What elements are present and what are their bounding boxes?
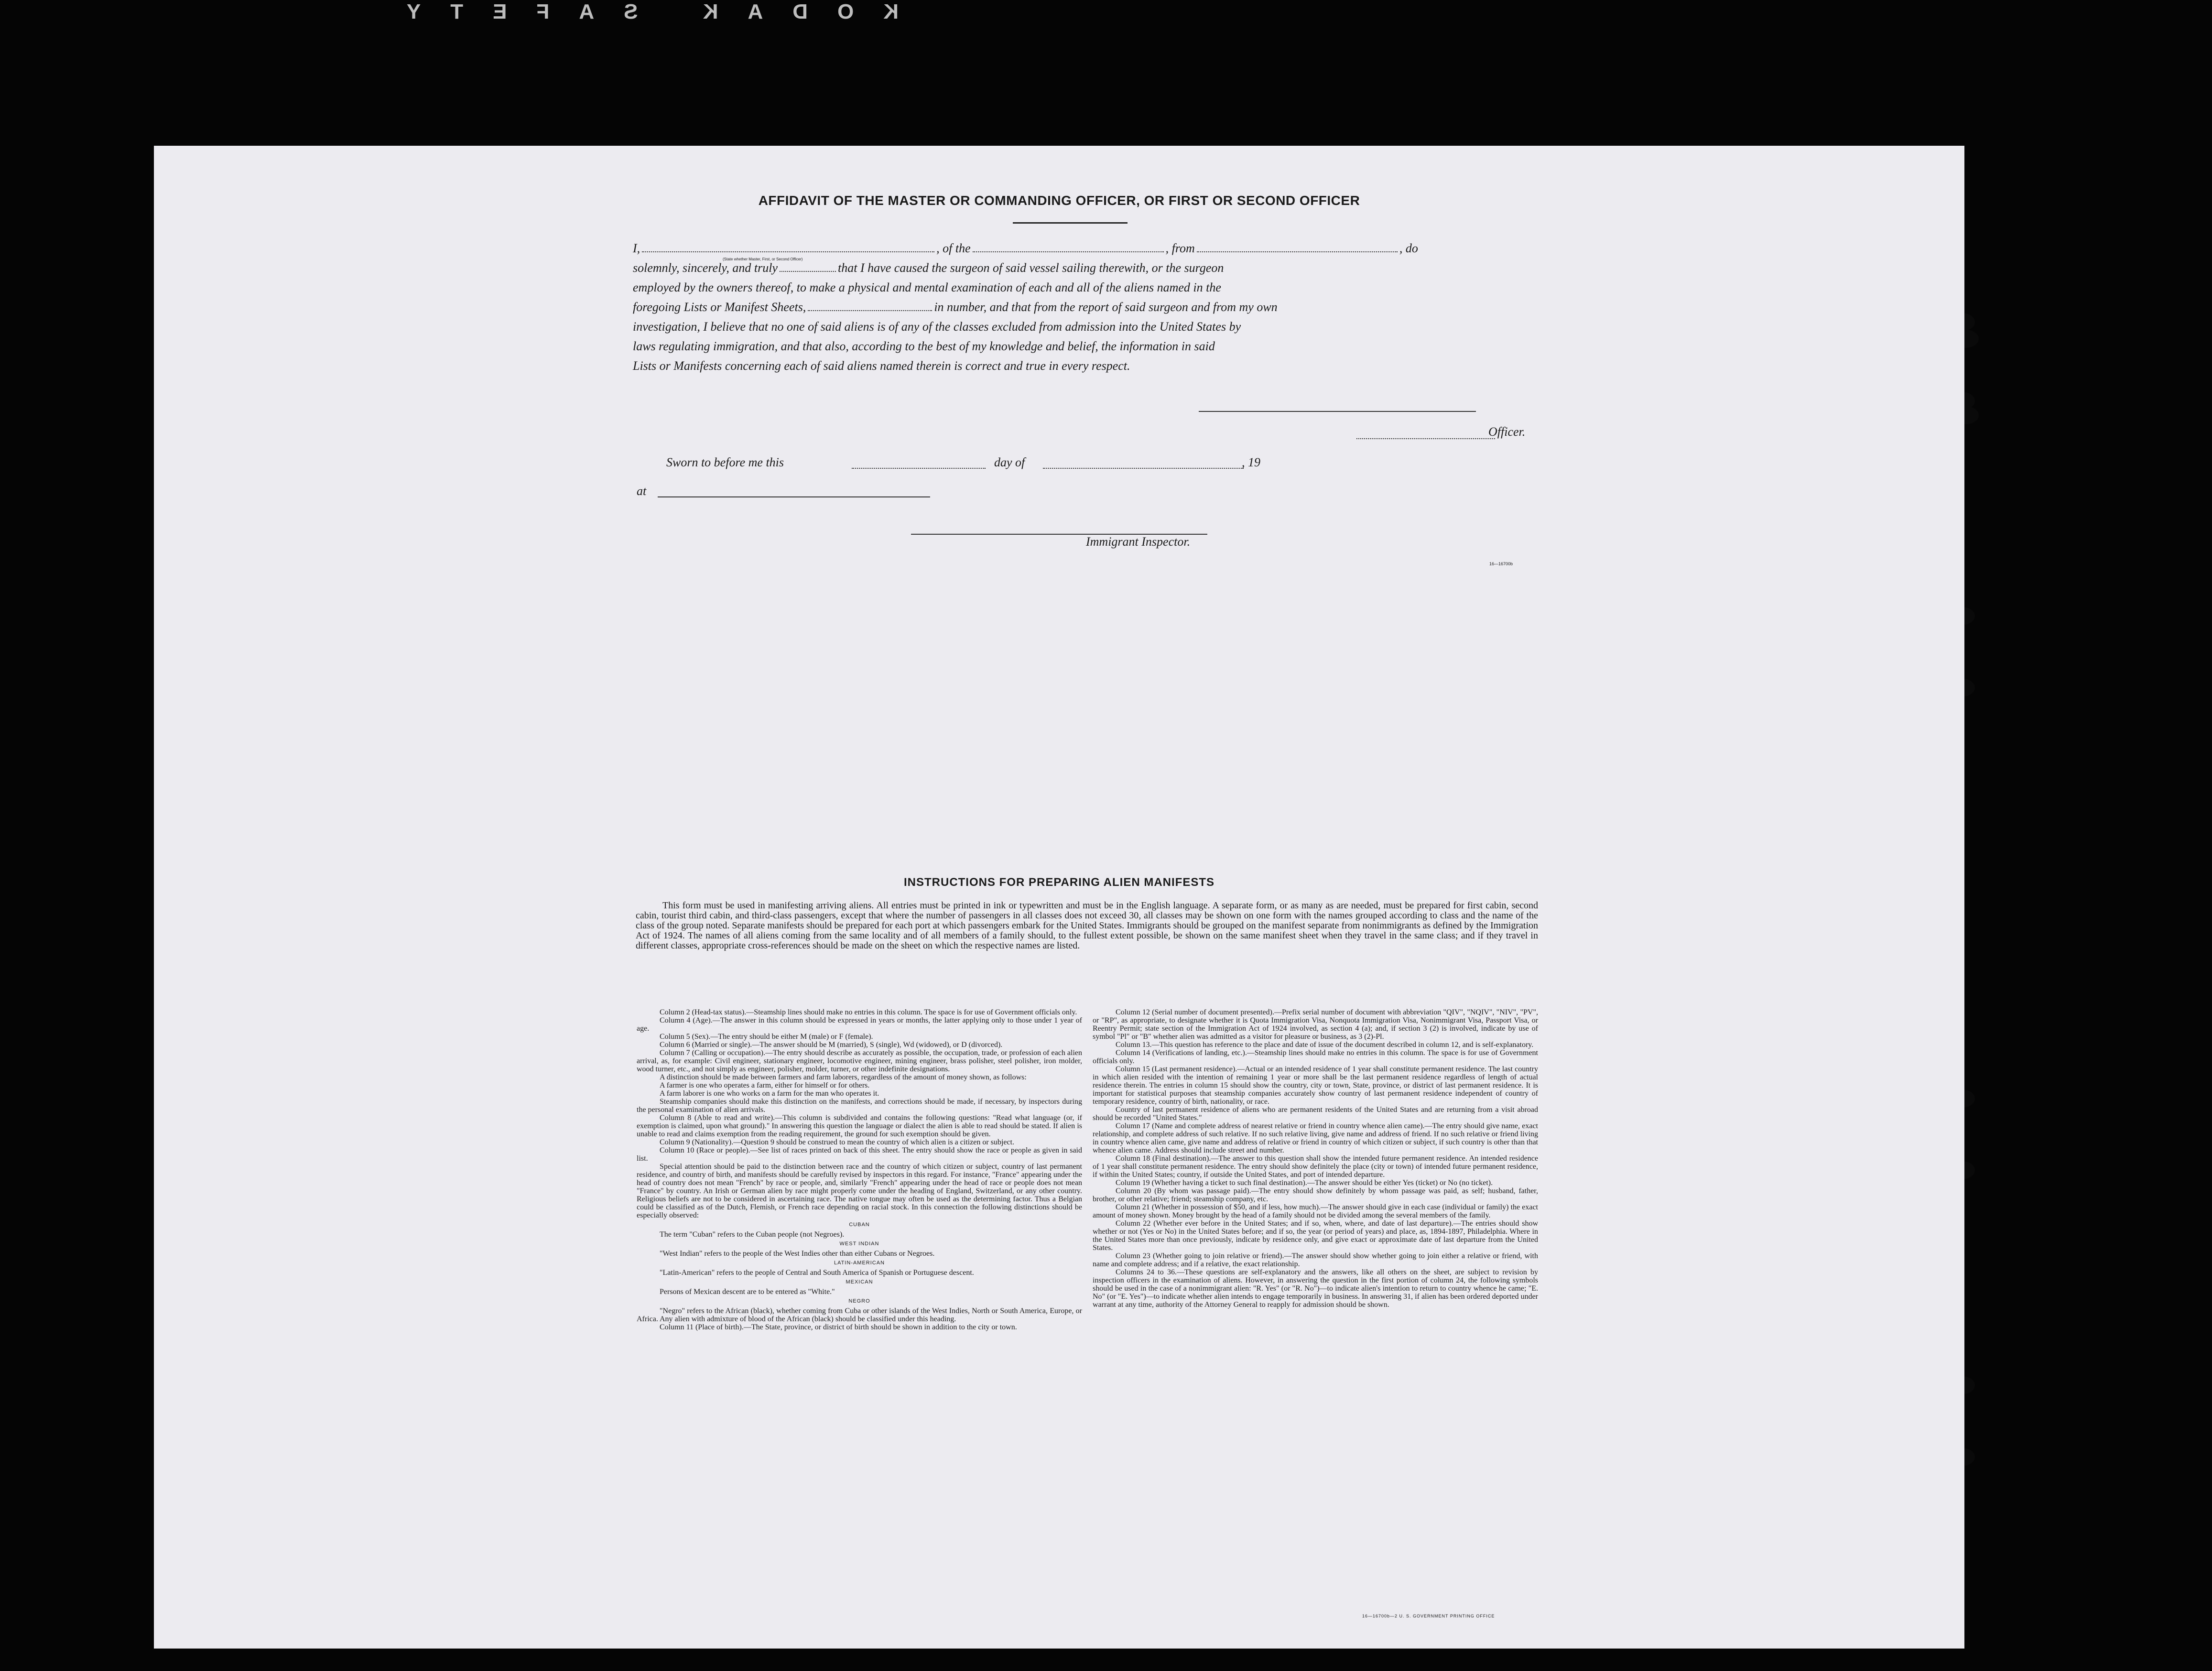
cuban-heading: CUBAN bbox=[849, 1222, 870, 1228]
affidavit-line-6: laws regulating immigration, and that also, according to the best of my knowledge and belief, the information in said bbox=[633, 339, 1215, 353]
instruction-paragraph: Column 23 (Whether going to join relative or friend).—The answer should show whether going to join either a relative or friend, with name and complete address; and if a relative, the exact relationship. bbox=[1093, 1252, 1538, 1268]
instruction-paragraph: Column 11 (Place of birth).—The State, province, or district of birth should be shown in addition to the city or town. bbox=[660, 1323, 1017, 1331]
instruction-paragraph: Column 2 (Head-tax status).—Steamship lines should make no entries in this column. The space is for use of Government officials only. bbox=[660, 1008, 1077, 1016]
instruction-paragraph: Steamship companies should make this distinction on the manifests, and corrections should be made, if necessary, by inspectors during the personal examination of alien arrivals. bbox=[637, 1098, 1082, 1114]
instruction-paragraph: Column 4 (Age).—The answer in this column should be expressed in years or months, the latter applying only to those under 1 year of age. bbox=[637, 1016, 1082, 1033]
instructions-right-column bbox=[1093, 1008, 1538, 1309]
officer-rank-note: (State whether Master, First, or Second Officer) bbox=[723, 257, 803, 261]
affidavit-line-3: employed by the owners thereof, to make a physical and mental examination of each and all of the aliens named in the bbox=[633, 280, 1221, 294]
instruction-paragraph: Country of last permanent residence of aliens who are permanent residents of the United States and are returning from a visit abroad should be recorded "United States." bbox=[1093, 1106, 1538, 1122]
instruction-paragraph: Column 14 (Verifications of landing, etc.).—Steamship lines should make no entries in this column. The space is for use of Government officials only. bbox=[1093, 1049, 1538, 1065]
instruction-paragraph: Column 15 (Last permanent residence).—Actual or an intended residence of 1 year shall constitute permanent residence. The last country in which alien resided with the intention of remaining 1 year or more shall be the last permanent residence regardless of length of actual residence therein. The entries in column 15 should show the country, city or town, State, province, or district of last permanent residence. It is important for statistical purposes that steamship companies accurately show country of last permanent residence independent of country of temporary residence, country of birth, nationality, or race. bbox=[1093, 1065, 1538, 1106]
manifest-sheet bbox=[154, 146, 1964, 1649]
affidavit-of-the: , of the bbox=[936, 241, 971, 255]
instruction-paragraph: A farm laborer is one who works on a farm for the man who operates it. bbox=[660, 1089, 879, 1098]
instructions-intro: This form must be used in manifesting arriving aliens. All entries must be printed in ink or typewritten and must be in the English language. A separate form, or as many as are needed, must be prepared for first cabin, second cabin, tourist third cabin, and third-class passengers, except that where the number of passengers in all classes does not exceed 30, all classes may be shown on one form with the names grouped according to class and the name of the class of the group noted. Separate manifests should be prepared for each port at which passengers embark for the United States. Immigrants should be grouped on the manifest separate from nonimmigrants as defined by the Immigration Act of 1924. The names of all aliens coming from the same locality and of all members of a family should, to the fullest extent possible, be shown on the same manifest sheet when they travel in the same class; and if they travel in different classes, appropriate cross-references should be made on the sheet on which the respective names are listed. bbox=[636, 900, 1538, 951]
cuban-definition: The term "Cuban" refers to the Cuban people (not Negroes). bbox=[660, 1230, 845, 1239]
instruction-paragraph: Column 6 (Married or single).—The answer should be M (married), S (single), Wd (widowed), or D (divorced). bbox=[660, 1041, 1003, 1049]
affidavit-line-4: foregoing Lists or Manifest Sheets, in number, and that from the report of said surgeon and from my own bbox=[633, 300, 1278, 314]
instruction-paragraph: Column 13.—This question has reference to the place and date of issue of the document described in column 12, and is self-explanatory. bbox=[1116, 1041, 1534, 1049]
instruction-paragraph: Column 8 (Able to read and write).—This column is subdivided and contains the following questions: "Read what language (or, if exemption is claimed, upon what ground)." In answering this question the language or dialect the alien is able to read should be stated. If alien is unable to read and claims exemption from the reading requirement, the ground for such exemption should be given. bbox=[637, 1114, 1082, 1138]
title-rule bbox=[1013, 222, 1128, 224]
instruction-paragraph: Column 5 (Sex).—The entry should be either M (male) or F (female). bbox=[660, 1033, 873, 1041]
instruction-paragraph: Column 21 (Whether in possession of $50, and if less, how much).—The answer should give in each case (individual or family) the exact amount of money shown. Money brought by the head of a family should not be divided among the several members of the family. bbox=[1093, 1203, 1538, 1219]
latin-american-heading: LATIN-AMERICAN bbox=[834, 1260, 885, 1266]
instruction-paragraph: Columns 24 to 36.—These questions are self-explanatory and the answers, like all others on the sheet, are subject to revision by inspection officers in the examination of aliens. However, in answering the question in the first portion of column 24, the following symbols should be used in the case of a nonimmigrant alien: "R. Yes" (or "R. No")—to indicate alien's intention to return to country whence he came; "E. No" (or "E. Yes")—to indicate whether alien intends to engage temporarily in business. In answering 31, if alien has been ordered deported under warrant at any time, authority of the Attorney General to reapply for admission should be shown. bbox=[1093, 1268, 1538, 1309]
west-indian-definition: "West Indian" refers to the people of the West Indies other than either Cubans or Negroes. bbox=[660, 1250, 935, 1258]
instruction-paragraph: Column 7 (Calling or occupation).—The entry should describe as accurately as possible, the occupation, trade, or profession of each alien arrival, as, for example: Civil engineer, stationary engineer, locomotive engineer, mining engineer, brass polisher, steel polisher, iron molder, wood turner, etc., and not simply as engineer, polisher, molder, turner, or other indefinite designations. bbox=[637, 1049, 1082, 1073]
form-number: 16—16700b bbox=[1489, 561, 1513, 566]
at-place-line bbox=[658, 496, 930, 497]
instruction-paragraph: Column 17 (Name and complete address of nearest relative or friend in country whence alien came).—The entry should give name, exact relationship, and complete address of such relative. If no such relative living, give name and address of friend. If no such relative or friend living in country whence alien came, give name and address of relative or friend in country of which citizen or subject, if such country is other than that whence alien came. Address should include street and number. bbox=[1093, 1122, 1538, 1154]
affidavit-line-2: solemnly, sincerely, and truly that I have caused the surgeon of said vessel sailing therewith, or the surgeon bbox=[633, 261, 1224, 275]
affidavit-line-5: investigation, I believe that no one of said aliens is of any of the classes excluded from admission into the United States by bbox=[633, 320, 1241, 334]
instruction-paragraph: Column 10 (Race or people).—See list of races printed on back of this sheet. The entry should show the race or people as given in said list. bbox=[637, 1146, 1082, 1163]
negro-heading: NEGRO bbox=[848, 1298, 870, 1304]
at-label: at bbox=[637, 484, 647, 498]
sworn-month-blank bbox=[1043, 468, 1244, 469]
signature-line bbox=[1199, 411, 1476, 412]
instruction-paragraph: A farmer is one who operates a farm, either for himself or for others. bbox=[660, 1081, 870, 1089]
mexican-definition: Persons of Mexican descent are to be entered as "White." bbox=[660, 1288, 835, 1296]
printing-office-footer: 16—16700b—2 U. S. GOVERNMENT PRINTING OFFICE bbox=[1362, 1614, 1495, 1618]
sworn-year: , 19 bbox=[1242, 455, 1260, 469]
inspector-label: Immigrant Inspector. bbox=[1086, 535, 1191, 549]
affidavit-from: , from bbox=[1165, 241, 1195, 255]
film-edge-text: KODAK SAFETY bbox=[377, 0, 899, 23]
sworn-text: Sworn to before me this bbox=[666, 455, 784, 469]
instructions-title: INSTRUCTIONS FOR PREPARING ALIEN MANIFESTS bbox=[903, 876, 1214, 889]
affidavit-do: , do bbox=[1399, 241, 1418, 255]
instruction-paragraph: Column 9 (Nationality).—Question 9 should be construed to mean the country of which alien is a citizen or subject. bbox=[660, 1138, 1015, 1146]
affidavit-i: I, bbox=[633, 241, 640, 255]
affidavit-line-7: Lists or Manifests concerning each of said aliens named therein is correct and true in every respect. bbox=[633, 359, 1130, 373]
sworn-day-blank bbox=[852, 468, 986, 469]
instruction-paragraph: Column 20 (By whom was passage paid).—The entry should show definitely by whom passage was paid, as self; husband, father, brother, or other relative; friend; steamship company, etc. bbox=[1093, 1187, 1538, 1203]
west-indian-heading: WEST INDIAN bbox=[839, 1241, 879, 1247]
affidavit-title: AFFIDAVIT OF THE MASTER OR COMMANDING OFFICER, OR FIRST OR SECOND OFFICER bbox=[758, 193, 1360, 208]
mexican-heading: MEXICAN bbox=[846, 1279, 873, 1285]
instruction-paragraph: Column 22 (Whether ever before in the United States; and if so, when, where, and date of last departure).—The entries should show whether or not (Yes or No) in the United States before; and if so, the year (or period of years) and place, as, 1894-1897, Philadelphia. Where in the United States more than once previously, indicate by residence only, and give exact or approximate date of last departure from the United States. bbox=[1093, 1219, 1538, 1252]
latin-american-definition: "Latin-American" refers to the people of Central and South America of Spanish or Portuguese descent. bbox=[660, 1269, 974, 1277]
negro-definition: "Negro" refers to the African (black), whether coming from Cuba or other islands of the West Indies, North or South America, Europe, or Africa. Any alien with admixture of blood of the African (black) should be classified under this heading. bbox=[637, 1307, 1082, 1323]
instruction-paragraph: Column 12 (Serial number of document presented).—Prefix serial number of document with abbreviation "QIV", "NQIV", "NIV", "PV", or "RP", as appropriate, to designate whether it is Quota Immigration Visa, Nonquota Immigration Visa, Nonimmigrant Visa, Passport Visa, or Reentry Permit; state section of the Immigration Act of 1924 involved, as section 4 (a); and, if section 3 (2) is involved, indicate by use of symbol "Pl" or "B" whether alien was admitted as a visitor for pleasure or business, as 3 (2)-Pl. bbox=[1093, 1008, 1538, 1041]
officer-label: Officer. bbox=[1488, 425, 1526, 439]
sworn-day-of: day of bbox=[994, 455, 1025, 469]
officer-signature-line bbox=[1356, 438, 1495, 439]
instruction-paragraph: Special attention should be paid to the distinction between race and the country of which citizen or subject, country of last permanent residence, and country of birth, and manifests should be carefully revised by inspectors in this regard. For instance, "France" appearing under the head of country does not mean "French" by race or people, and, similarly "French" appearing under the head of race or people does not mean "France" by country. An Irish or German alien by race might properly come under the heading of England, Switzerland, or any other country. Religious beliefs are not to be considered in ascertaining race. The native tongue may often be used as the determining factor. Thus a Belgian could be classified as of the Dutch, Flemish, or French race depending on racial stock. In this connection the following distinctions should be especially observed: bbox=[637, 1163, 1082, 1219]
instructions-left-column bbox=[637, 1008, 1082, 1331]
instruction-paragraph: A distinction should be made between farmers and farm laborers, regardless of the amount of money shown, as follows: bbox=[660, 1073, 1027, 1081]
instruction-paragraph: Column 19 (Whether having a ticket to such final destination).—The answer should be either Yes (ticket) or No (no ticket). bbox=[1116, 1179, 1493, 1187]
instruction-paragraph: Column 18 (Final destination).—The answer to this question shall show the intended future permanent residence. An intended residence of 1 year shall constitute permanent residence. The entry should show definitely the place (city or town) of intended future permanent residence, if within the United States; country, if outside the United States, and port of intended departure. bbox=[1093, 1154, 1538, 1179]
